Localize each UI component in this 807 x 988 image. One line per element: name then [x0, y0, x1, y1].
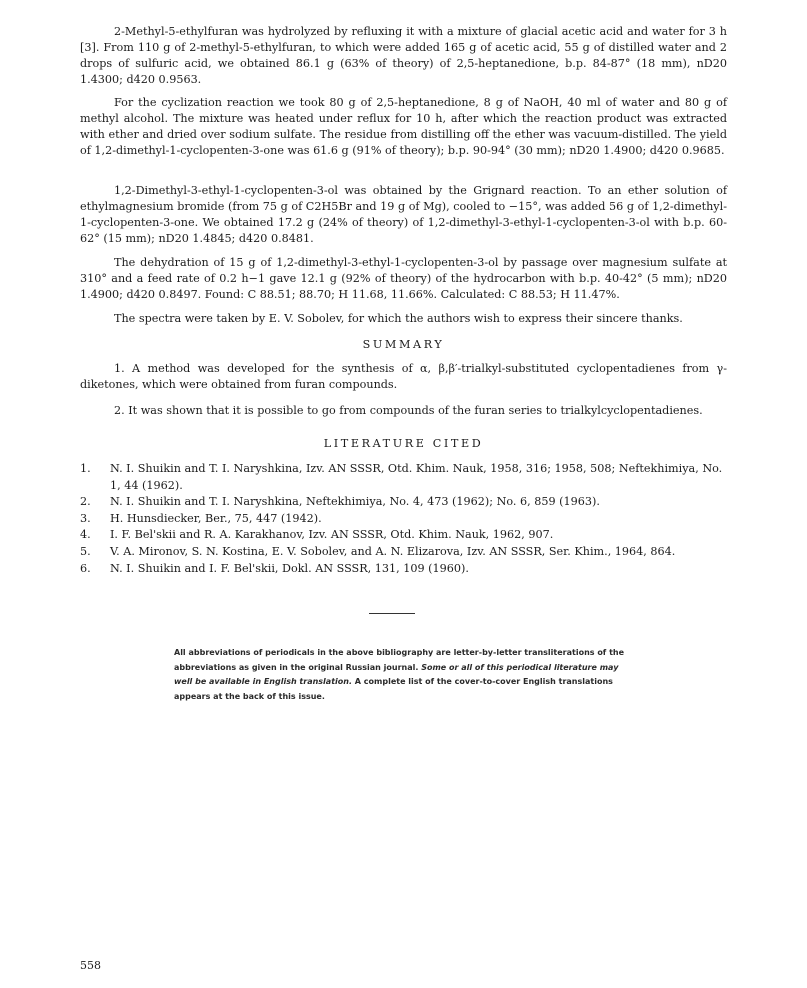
reference-text: H. Hunsdiecker, Ber., 75, 447 (1942). [110, 511, 322, 525]
reference-list [80, 461, 727, 577]
reference-number: 3. [80, 511, 91, 525]
paragraph-dehydration [80, 255, 727, 303]
summary-heading: SUMMARY [362, 338, 445, 351]
reference-number: 1. [80, 462, 91, 475]
footnote-part-1: All abbreviations of periodicals in the above bibliography are letter-by-letter transliterations of the abbreviations as given in the original Russian journal. [174, 648, 625, 672]
footnote-part-2: Some or all of this periodical literature may well be available in English translation. [174, 662, 619, 686]
paragraph-cyclization [80, 95, 727, 159]
reference-number: 2. [80, 495, 91, 509]
reference-number: 4. [80, 528, 91, 542]
footnote-part-3: A complete list of the cover-to-cover English translations appears at the back of this issue. [174, 677, 613, 701]
paragraph-acknowledgement [80, 311, 727, 327]
paragraph-hydrolysis-text: 2-Methyl-5-ethylfuran was hydrolyzed by refluxing it with a mixture of glacial acetic acid and water for 3 h [3]. From 110 g of 2-methyl-5-ethylfuran, to which were added 165 g of acetic acid, 55 g of distilled water and 2 drops of sulfuric acid, we obtained 86.1 g (63% of theory) of 2,5-heptanedione, b.p. 84-87° (18 mm), nD20 1.4300; d420 0.9563. [80, 25, 727, 86]
reference-number: 6. [80, 561, 91, 575]
reference-item [80, 461, 727, 494]
reference-item [80, 544, 727, 561]
paragraph-grignard [80, 183, 727, 247]
paragraph-hydrolysis [80, 24, 727, 88]
summary-item-1-text: 1. A method was developed for the synthesis of α, β,β′-trialkyl-substituted cyclopentadienes from γ-diketones, which were obtained from furan compounds. [80, 362, 727, 391]
paragraph-acknowledgement-text: The spectra were taken by E. V. Sobolev, for which the authors wish to express their sincere thanks. [114, 312, 683, 325]
reference-number: 5. [80, 544, 91, 558]
reference-text: V. A. Mironov, S. N. Kostina, E. V. Sobolev, and A. N. Elizarova, Izv. AN SSSR, Ser. Khim., 1964, 864. [110, 544, 676, 558]
reference-text: N. I. Shuikin and T. I. Naryshkina, Neftekhimiya, No. 4, 473 (1962); No. 6, 859 (1963). [110, 495, 600, 509]
summary-item-2 [80, 403, 727, 419]
reference-text: I. F. Bel'skii and R. A. Karakhanov, Izv. AN SSSR, Otd. Khim. Nauk, 1962, 907. [110, 528, 554, 542]
reference-item [80, 494, 727, 511]
literature-heading: LITERATURE CITED [323, 437, 484, 450]
summary-item-1 [80, 361, 727, 393]
reference-item [80, 527, 727, 544]
page-number: 558 [80, 959, 101, 972]
reference-text: N. I. Shuikin and I. F. Bel'skii, Dokl. AN SSSR, 131, 109 (1960). [110, 561, 469, 575]
reference-text: N. I. Shuikin and T. I. Naryshkina, Izv. AN SSSR, Otd. Khim. Nauk, 1958, 316; 1958, 508; Neftekhimiya, No. 1, 44 (1962). [110, 462, 723, 492]
reference-item [80, 511, 727, 528]
section-divider [369, 613, 415, 614]
paragraph-cyclization-text: For the cyclization reaction we took 80 g of 2,5-heptanedione, 8 g of NaOH, 40 ml of water and 80 g of methyl alcohol. The mixture was heated under reflux for 10 h, after which the reaction product was extracted with ether and dried over sodium sulfate. The residue from distilling off the ether was vacuum-distilled. The yield of 1,2-dimethyl-1-cyclopenten-3-one was 61.6 g (91% of theory); b.p. 90-94° (30 mm); nD20 1.4900; d420 0.9685. [80, 96, 727, 157]
paragraph-grignard-text: 1,2-Dimethyl-3-ethyl-1-cyclopenten-3-ol was obtained by the Grignard reaction. To an ether solution of ethylmagnesium bromide (from 75 g of C2H5Br and 19 g of Mg), cooled to −15°, was added 56 g of 1,2-dimethyl-1-cyclopenten-3-one. We obtained 17.2 g (24% of theory) of 1,2-dimethyl-3-ethyl-1-cyclopenten-3-ol with b.p. 60-62° (15 mm); nD20 1.4845; d420 0.8481. [80, 184, 727, 245]
reference-item [80, 561, 727, 578]
bibliography-footnote [174, 646, 626, 704]
summary-item-2-text: 2. It was shown that it is possible to go from compounds of the furan series to trialkylcyclopentadienes. [114, 404, 703, 417]
paragraph-dehydration-text: The dehydration of 15 g of 1,2-dimethyl-3-ethyl-1-cyclopenten-3-ol by passage over magnesium sulfate at 310° and a feed rate of 0.2 h−1 gave 12.1 g (92% of theory) of the hydrocarbon with b.p. 40-42° (5 mm); nD20 1.4900; d420 0.8497. Found: C 88.51; 88.70; H 11.68, 11.66%. Calculated: C 88.53; H 11.47%. [80, 256, 727, 301]
